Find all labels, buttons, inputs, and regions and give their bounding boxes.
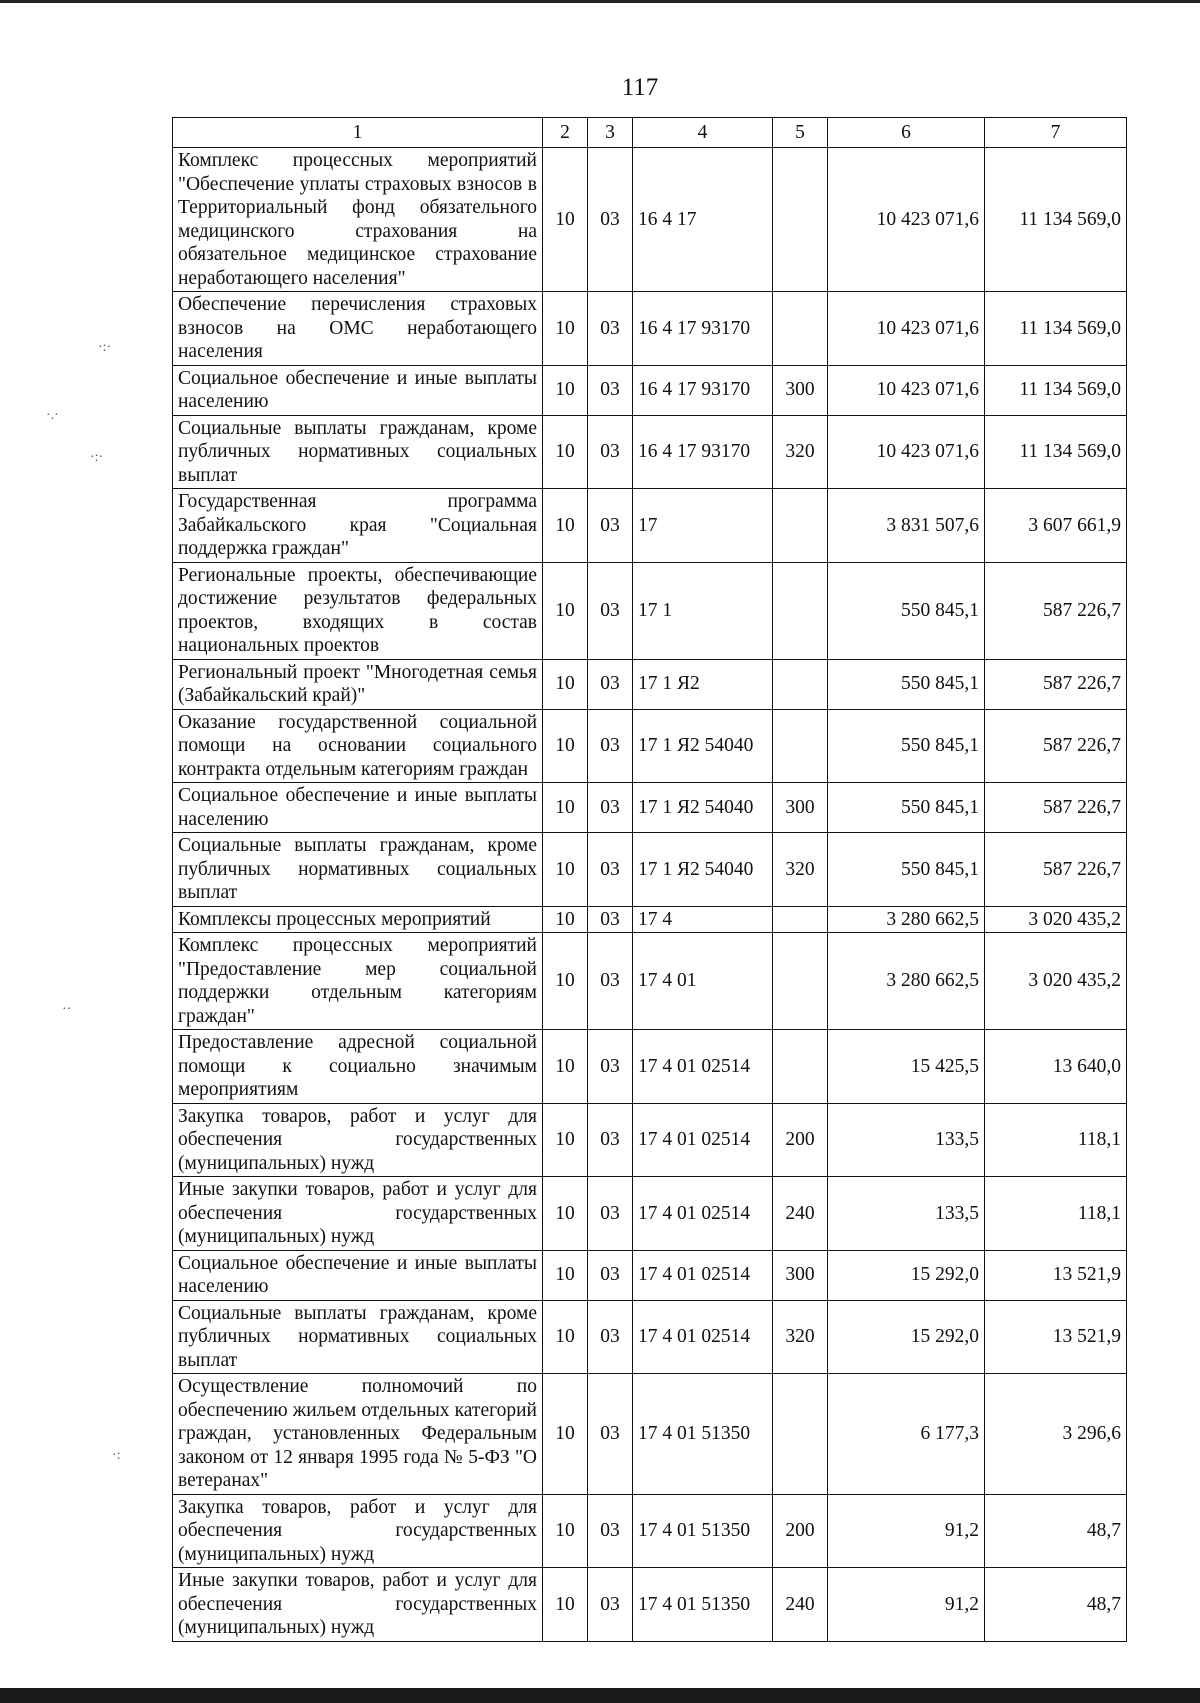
section-cell: 10: [543, 1494, 588, 1568]
row-name-cell: Региональные проекты, обеспечивающие достижение результатов федеральных проектов, входящих в состав национальных проектов: [173, 562, 543, 659]
amount-year1-cell: 550 845,1: [828, 562, 985, 659]
section-cell: 10: [543, 415, 588, 489]
expense-type-cell: [773, 489, 828, 563]
row-name-cell: Комплекс процессных мероприятий "Предоставление мер социальной поддержки отдельным категориям граждан": [173, 933, 543, 1030]
target-article-cell: 16 4 17 93170: [633, 292, 773, 366]
amount-year2-cell: 13 521,9: [985, 1250, 1127, 1300]
amount-year1-cell: 91,2: [828, 1494, 985, 1568]
amount-year1-cell: 10 423 071,6: [828, 365, 985, 415]
target-article-cell: 17 4 01 02514: [633, 1300, 773, 1374]
expense-type-cell: [773, 1374, 828, 1495]
target-article-cell: 17 1 Я2 54040: [633, 833, 773, 907]
row-name-cell: Предоставление адресной социальной помощи к социально значимым мероприятиям: [173, 1030, 543, 1104]
table-header: [173, 118, 1127, 148]
table-row: [173, 489, 1127, 563]
row-name-cell: Обеспечение перечисления страховых взносов на ОМС неработающего населения: [173, 292, 543, 366]
subsection-cell: 03: [588, 562, 633, 659]
subsection-cell: 03: [588, 1030, 633, 1104]
row-name-cell: Социальное обеспечение и иные выплаты населению: [173, 783, 543, 833]
row-name-cell: Иные закупки товаров, работ и услуг для обеспечения государственных (муниципальных) нужд: [173, 1568, 543, 1642]
subsection-cell: 03: [588, 783, 633, 833]
amount-year1-cell: 550 845,1: [828, 833, 985, 907]
target-article-cell: 16 4 17: [633, 148, 773, 292]
target-article-cell: 17 4 01 51350: [633, 1374, 773, 1495]
section-cell: 10: [543, 1568, 588, 1642]
expense-type-cell: [773, 292, 828, 366]
scan-bottom-band: [0, 1688, 1200, 1703]
amount-year1-cell: 10 423 071,6: [828, 292, 985, 366]
amount-year1-cell: 10 423 071,6: [828, 415, 985, 489]
subsection-cell: 03: [588, 1177, 633, 1251]
target-article-cell: 17 4 01 02514: [633, 1177, 773, 1251]
amount-year1-cell: 6 177,3: [828, 1374, 985, 1495]
target-article-cell: 17 4 01 02514: [633, 1250, 773, 1300]
subsection-cell: 03: [588, 292, 633, 366]
amount-year1-cell: 133,5: [828, 1177, 985, 1251]
amount-year2-cell: 11 134 569,0: [985, 415, 1127, 489]
subsection-cell: 03: [588, 1568, 633, 1642]
expense-type-cell: 300: [773, 1250, 828, 1300]
table-row: [173, 1494, 1127, 1568]
amount-year2-cell: 48,7: [985, 1494, 1127, 1568]
table-body: [173, 148, 1127, 1642]
section-cell: 10: [543, 1300, 588, 1374]
column-header: 6: [828, 118, 985, 148]
amount-year1-cell: 550 845,1: [828, 659, 985, 709]
amount-year2-cell: 3 607 661,9: [985, 489, 1127, 563]
amount-year1-cell: 3 280 662,5: [828, 933, 985, 1030]
row-name-cell: Социальные выплаты гражданам, кроме публичных нормативных социальных выплат: [173, 1300, 543, 1374]
amount-year2-cell: 48,7: [985, 1568, 1127, 1642]
scan-speck: ·:·: [90, 450, 104, 465]
target-article-cell: 17: [633, 489, 773, 563]
amount-year2-cell: 3 296,6: [985, 1374, 1127, 1495]
expense-type-cell: [773, 562, 828, 659]
target-article-cell: 17 1 Я2 54040: [633, 783, 773, 833]
row-name-cell: Комплекс процессных мероприятий "Обеспечение уплаты страховых взносов в Территориальный фонд обязательного медицинского страхования на обязательное медицинское страхование неработающего населения": [173, 148, 543, 292]
target-article-cell: 17 4 01 51350: [633, 1494, 773, 1568]
amount-year2-cell: 587 226,7: [985, 562, 1127, 659]
target-article-cell: 16 4 17 93170: [633, 415, 773, 489]
target-article-cell: 17 4 01 51350: [633, 1568, 773, 1642]
expense-type-cell: [773, 906, 828, 933]
page-number: 117: [621, 74, 659, 101]
section-cell: 10: [543, 292, 588, 366]
column-header: 5: [773, 118, 828, 148]
amount-year2-cell: 587 226,7: [985, 659, 1127, 709]
section-cell: 10: [543, 933, 588, 1030]
subsection-cell: 03: [588, 906, 633, 933]
scan-speck: ·.·: [46, 408, 59, 423]
amount-year2-cell: 587 226,7: [985, 833, 1127, 907]
amount-year2-cell: 3 020 435,2: [985, 906, 1127, 933]
table-row: [173, 833, 1127, 907]
amount-year2-cell: 11 134 569,0: [985, 292, 1127, 366]
subsection-cell: 03: [588, 1103, 633, 1177]
amount-year1-cell: 3 280 662,5: [828, 906, 985, 933]
table-row: [173, 933, 1127, 1030]
expense-type-cell: [773, 933, 828, 1030]
subsection-cell: 03: [588, 1374, 633, 1495]
subsection-cell: 03: [588, 415, 633, 489]
subsection-cell: 03: [588, 1494, 633, 1568]
row-name-cell: Комплексы процессных мероприятий: [173, 906, 543, 933]
expense-type-cell: [773, 1030, 828, 1104]
subsection-cell: 03: [588, 709, 633, 783]
scan-speck: ·:: [112, 1448, 121, 1463]
table-row: [173, 783, 1127, 833]
row-name-cell: Социальное обеспечение и иные выплаты населению: [173, 1250, 543, 1300]
table-row: [173, 148, 1127, 292]
target-article-cell: 17 4 01 02514: [633, 1030, 773, 1104]
section-cell: 10: [543, 1177, 588, 1251]
expense-type-cell: 300: [773, 783, 828, 833]
subsection-cell: 03: [588, 933, 633, 1030]
target-article-cell: 17 4 01 02514: [633, 1103, 773, 1177]
table-row: [173, 1030, 1127, 1104]
row-name-cell: Иные закупки товаров, работ и услуг для обеспечения государственных (муниципальных) нужд: [173, 1177, 543, 1251]
section-cell: 10: [543, 1374, 588, 1495]
amount-year2-cell: 11 134 569,0: [985, 148, 1127, 292]
section-cell: 10: [543, 1103, 588, 1177]
amount-year1-cell: 15 425,5: [828, 1030, 985, 1104]
scan-speck: ·:·: [98, 340, 112, 355]
table-row: [173, 1374, 1127, 1495]
section-cell: 10: [543, 562, 588, 659]
row-name-cell: Социальные выплаты гражданам, кроме публичных нормативных социальных выплат: [173, 833, 543, 907]
expense-type-cell: 320: [773, 1300, 828, 1374]
expense-type-cell: 240: [773, 1177, 828, 1251]
amount-year1-cell: 550 845,1: [828, 783, 985, 833]
section-cell: 10: [543, 833, 588, 907]
row-name-cell: Оказание государственной социальной помощи на основании социального контракта отдельным категориям граждан: [173, 709, 543, 783]
expense-type-cell: 300: [773, 365, 828, 415]
section-cell: 10: [543, 906, 588, 933]
amount-year2-cell: 11 134 569,0: [985, 365, 1127, 415]
section-cell: 10: [543, 148, 588, 292]
amount-year2-cell: 118,1: [985, 1177, 1127, 1251]
table-row: [173, 365, 1127, 415]
expense-type-cell: [773, 659, 828, 709]
target-article-cell: 16 4 17 93170: [633, 365, 773, 415]
section-cell: 10: [543, 709, 588, 783]
table-row: [173, 709, 1127, 783]
table-row: [173, 292, 1127, 366]
expense-type-cell: [773, 148, 828, 292]
subsection-cell: 03: [588, 365, 633, 415]
section-cell: 10: [543, 783, 588, 833]
row-name-cell: Закупка товаров, работ и услуг для обеспечения государственных (муниципальных) нужд: [173, 1494, 543, 1568]
column-header: 7: [985, 118, 1127, 148]
subsection-cell: 03: [588, 1250, 633, 1300]
table-row: [173, 1177, 1127, 1251]
target-article-cell: 17 1: [633, 562, 773, 659]
table-row: [173, 659, 1127, 709]
expense-type-cell: 320: [773, 415, 828, 489]
amount-year1-cell: 550 845,1: [828, 709, 985, 783]
row-name-cell: Государственная программа Забайкальского края "Социальная поддержка граждан": [173, 489, 543, 563]
amount-year1-cell: 91,2: [828, 1568, 985, 1642]
section-cell: 10: [543, 659, 588, 709]
scan-top-rule: [0, 0, 1200, 3]
expense-type-cell: 200: [773, 1494, 828, 1568]
target-article-cell: 17 1 Я2 54040: [633, 709, 773, 783]
amount-year1-cell: 10 423 071,6: [828, 148, 985, 292]
amount-year1-cell: 15 292,0: [828, 1250, 985, 1300]
table-row: [173, 1300, 1127, 1374]
subsection-cell: 03: [588, 489, 633, 563]
section-cell: 10: [543, 1030, 588, 1104]
amount-year2-cell: 13 521,9: [985, 1300, 1127, 1374]
target-article-cell: 17 1 Я2: [633, 659, 773, 709]
subsection-cell: 03: [588, 1300, 633, 1374]
subsection-cell: 03: [588, 148, 633, 292]
table-row: [173, 415, 1127, 489]
amount-year1-cell: 3 831 507,6: [828, 489, 985, 563]
amount-year2-cell: 587 226,7: [985, 709, 1127, 783]
column-header: 2: [543, 118, 588, 148]
amount-year2-cell: 3 020 435,2: [985, 933, 1127, 1030]
subsection-cell: 03: [588, 833, 633, 907]
row-name-cell: Социальные выплаты гражданам, кроме публичных нормативных социальных выплат: [173, 415, 543, 489]
column-header: 1: [173, 118, 543, 148]
column-header: 4: [633, 118, 773, 148]
scan-speck: ··: [62, 1002, 72, 1017]
section-cell: 10: [543, 365, 588, 415]
section-cell: 10: [543, 1250, 588, 1300]
table-row: [173, 1568, 1127, 1642]
column-header: 3: [588, 118, 633, 148]
subsection-cell: 03: [588, 659, 633, 709]
header-row: [173, 118, 1127, 148]
row-name-cell: Региональный проект "Многодетная семья (Забайкальский край)": [173, 659, 543, 709]
target-article-cell: 17 4 01: [633, 933, 773, 1030]
table-row: [173, 1250, 1127, 1300]
amount-year1-cell: 133,5: [828, 1103, 985, 1177]
table-row: [173, 906, 1127, 933]
amount-year2-cell: 118,1: [985, 1103, 1127, 1177]
target-article-cell: 17 4: [633, 906, 773, 933]
section-cell: 10: [543, 489, 588, 563]
row-name-cell: Закупка товаров, работ и услуг для обеспечения государственных (муниципальных) нужд: [173, 1103, 543, 1177]
expense-type-cell: [773, 709, 828, 783]
expense-type-cell: 320: [773, 833, 828, 907]
budget-table: [172, 117, 1127, 1642]
table-row: [173, 1103, 1127, 1177]
expense-type-cell: 200: [773, 1103, 828, 1177]
expense-type-cell: 240: [773, 1568, 828, 1642]
row-name-cell: Осуществление полномочий по обеспечению жильем отдельных категорий граждан, установленных Федеральным законом от 12 января 1995 года № 5-ФЗ "О ветеранах": [173, 1374, 543, 1495]
amount-year2-cell: 587 226,7: [985, 783, 1127, 833]
amount-year2-cell: 13 640,0: [985, 1030, 1127, 1104]
amount-year1-cell: 15 292,0: [828, 1300, 985, 1374]
table-row: [173, 562, 1127, 659]
row-name-cell: Социальное обеспечение и иные выплаты населению: [173, 365, 543, 415]
